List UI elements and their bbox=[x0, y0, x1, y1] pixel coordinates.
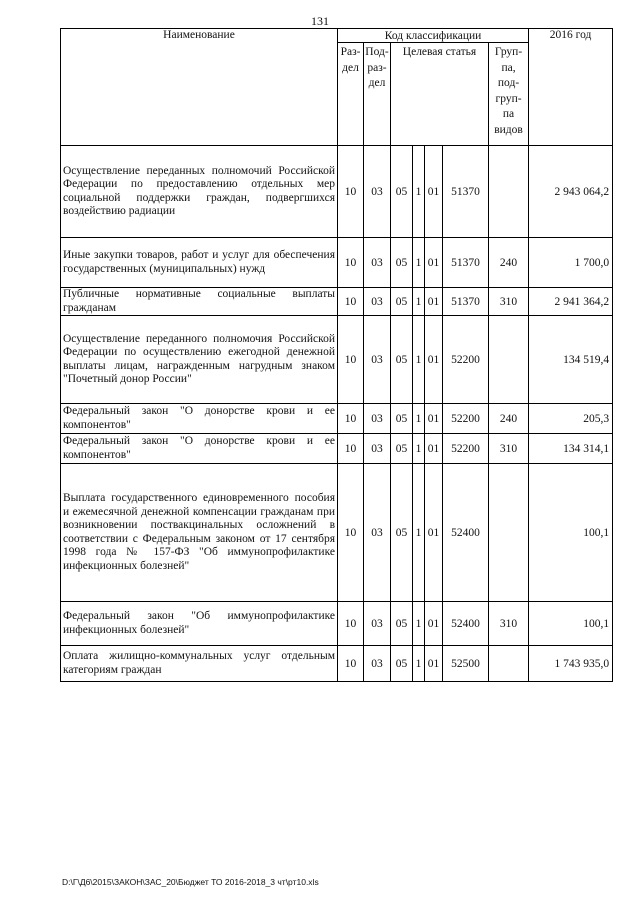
header-section: Раз- дел bbox=[338, 43, 364, 146]
row-amount: 1 743 935,0 bbox=[529, 646, 613, 682]
row-cs4: 51370 bbox=[443, 288, 489, 316]
row-podrazdel: 03 bbox=[364, 316, 391, 404]
header-subsection: Под- раз- дел bbox=[364, 43, 391, 146]
row-amount: 134 519,4 bbox=[529, 316, 613, 404]
row-cs3: 01 bbox=[425, 146, 443, 238]
row-cs3: 01 bbox=[425, 646, 443, 682]
table-row bbox=[61, 146, 613, 238]
row-cs3: 01 bbox=[425, 464, 443, 602]
row-cs1: 05 bbox=[391, 602, 413, 646]
footer-file-path: D:\Г\Д6\2015\ЗАКОН\ЗАС_20\Бюджет ТО 2016-2018_3 чт\рт10.xls bbox=[62, 877, 319, 887]
table-row bbox=[61, 646, 613, 682]
row-cs1: 05 bbox=[391, 464, 413, 602]
row-amount: 134 314,1 bbox=[529, 434, 613, 464]
row-amount: 1 700,0 bbox=[529, 238, 613, 288]
row-podrazdel: 03 bbox=[364, 434, 391, 464]
row-cs3: 01 bbox=[425, 238, 443, 288]
row-vid: 310 bbox=[489, 602, 529, 646]
row-name: Публичные нормативные социальные выплаты гражданам bbox=[61, 288, 338, 316]
row-podrazdel: 03 bbox=[364, 404, 391, 434]
row-razdel: 10 bbox=[338, 288, 364, 316]
row-cs4: 52200 bbox=[443, 434, 489, 464]
row-cs3: 01 bbox=[425, 316, 443, 404]
row-cs2: 1 bbox=[413, 602, 425, 646]
budget-table bbox=[60, 28, 613, 682]
table-row bbox=[61, 238, 613, 288]
row-vid bbox=[489, 316, 529, 404]
row-cs3: 01 bbox=[425, 288, 443, 316]
row-cs4: 51370 bbox=[443, 238, 489, 288]
row-razdel: 10 bbox=[338, 404, 364, 434]
header-row-top bbox=[61, 29, 613, 43]
row-cs4: 52400 bbox=[443, 464, 489, 602]
row-cs1: 05 bbox=[391, 404, 413, 434]
row-name: Федеральный закон "О донорстве крови и ее компонентов" bbox=[61, 434, 338, 464]
row-vid bbox=[489, 146, 529, 238]
row-cs2: 1 bbox=[413, 464, 425, 602]
row-name: Осуществление переданных полномочий Российской Федерации по предоставлению отдельных мер социальной поддержки граждан, подвергшихся воздействию радиации bbox=[61, 146, 338, 238]
table-row bbox=[61, 404, 613, 434]
header-classification: Код классификации bbox=[338, 29, 529, 43]
header-name: Наименование bbox=[61, 29, 338, 146]
row-cs2: 1 bbox=[413, 434, 425, 464]
row-cs2: 1 bbox=[413, 646, 425, 682]
row-vid bbox=[489, 646, 529, 682]
row-name: Выплата государственного единовременного пособия и ежемесячной денежной компенсации гражданам при возникновении поствакцинальных осложнений в соответствии с Федеральным законом от 17 сентября 1998 года № 157-ФЗ "Об иммунопрофилактике инфекционных болезней" bbox=[61, 464, 338, 602]
row-vid: 240 bbox=[489, 238, 529, 288]
row-cs4: 52500 bbox=[443, 646, 489, 682]
table-row bbox=[61, 602, 613, 646]
row-vid: 310 bbox=[489, 434, 529, 464]
header-target-article: Целевая статья bbox=[391, 43, 489, 146]
row-podrazdel: 03 bbox=[364, 646, 391, 682]
row-cs1: 05 bbox=[391, 434, 413, 464]
row-razdel: 10 bbox=[338, 316, 364, 404]
row-podrazdel: 03 bbox=[364, 602, 391, 646]
header-year: 2016 год bbox=[529, 29, 613, 146]
row-cs1: 05 bbox=[391, 238, 413, 288]
table-row bbox=[61, 288, 613, 316]
row-cs2: 1 bbox=[413, 316, 425, 404]
row-amount: 100,1 bbox=[529, 602, 613, 646]
row-name: Осуществление переданного полномочия Российской Федерации по осуществлению ежегодной денежной выплаты лицам, награжденным нагрудным знаком "Почетный донор России" bbox=[61, 316, 338, 404]
row-razdel: 10 bbox=[338, 434, 364, 464]
row-cs4: 52200 bbox=[443, 316, 489, 404]
row-name: Иные закупки товаров, работ и услуг для обеспечения государственных (муниципальных) нужд bbox=[61, 238, 338, 288]
row-cs4: 52200 bbox=[443, 404, 489, 434]
row-razdel: 10 bbox=[338, 146, 364, 238]
row-vid bbox=[489, 464, 529, 602]
row-cs2: 1 bbox=[413, 288, 425, 316]
row-razdel: 10 bbox=[338, 602, 364, 646]
row-cs1: 05 bbox=[391, 316, 413, 404]
row-razdel: 10 bbox=[338, 238, 364, 288]
row-cs4: 52400 bbox=[443, 602, 489, 646]
row-vid: 310 bbox=[489, 288, 529, 316]
row-cs1: 05 bbox=[391, 646, 413, 682]
table-row bbox=[61, 316, 613, 404]
row-podrazdel: 03 bbox=[364, 146, 391, 238]
page-number: 131 bbox=[311, 14, 329, 28]
header-group: Груп- па, под- груп- па видов bbox=[489, 43, 529, 146]
row-cs4: 51370 bbox=[443, 146, 489, 238]
row-cs2: 1 bbox=[413, 146, 425, 238]
row-cs2: 1 bbox=[413, 404, 425, 434]
row-name: Федеральный закон "О донорстве крови и ее компонентов" bbox=[61, 404, 338, 434]
row-cs1: 05 bbox=[391, 146, 413, 238]
row-amount: 2 941 364,2 bbox=[529, 288, 613, 316]
row-cs3: 01 bbox=[425, 434, 443, 464]
row-cs1: 05 bbox=[391, 288, 413, 316]
row-podrazdel: 03 bbox=[364, 238, 391, 288]
row-amount: 205,3 bbox=[529, 404, 613, 434]
row-cs3: 01 bbox=[425, 404, 443, 434]
row-cs3: 01 bbox=[425, 602, 443, 646]
table-row bbox=[61, 464, 613, 602]
row-name: Оплата жилищно-коммунальных услуг отдельным категориям граждан bbox=[61, 646, 338, 682]
table-row bbox=[61, 434, 613, 464]
row-razdel: 10 bbox=[338, 646, 364, 682]
row-amount: 2 943 064,2 bbox=[529, 146, 613, 238]
row-cs2: 1 bbox=[413, 238, 425, 288]
row-podrazdel: 03 bbox=[364, 288, 391, 316]
row-podrazdel: 03 bbox=[364, 464, 391, 602]
row-razdel: 10 bbox=[338, 464, 364, 602]
row-vid: 240 bbox=[489, 404, 529, 434]
row-amount: 100,1 bbox=[529, 464, 613, 602]
row-name: Федеральный закон "Об иммунопрофилактике инфекционных болезней" bbox=[61, 602, 338, 646]
